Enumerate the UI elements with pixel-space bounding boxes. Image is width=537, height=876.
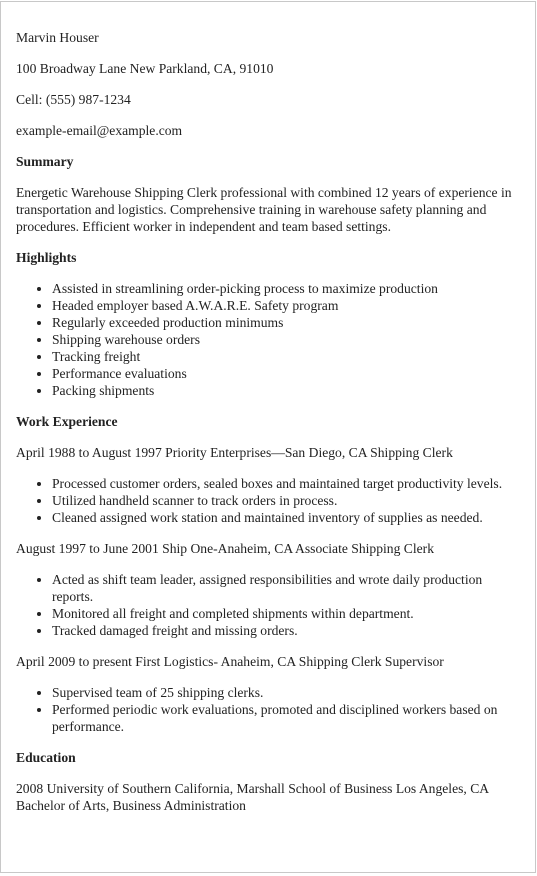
highlight-item: • Regularly exceeded production minimums: [52, 314, 521, 331]
job-duty: • Utilized handheld scanner to track orders in process.: [52, 492, 521, 509]
contact-name: Marvin Houser: [16, 30, 99, 45]
contact-email: example-email@example.com: [16, 123, 183, 138]
summary-text: Energetic Warehouse Shipping Clerk professional with combined 12 years of experience in transportation and logistics. Comprehensive training in warehouse safety planning and procedures. Efficient worker in independent and team based settings.: [16, 185, 512, 234]
highlight-item: • Shipping warehouse orders: [52, 331, 521, 348]
highlight-item: • Headed employer based A.W.A.R.E. Safety program: [52, 297, 521, 314]
education-text: 2008 University of Southern California, Marshall School of Business Los Angeles, CA Bachelor of Arts, Business Administration: [16, 781, 489, 813]
summary-heading: Summary: [16, 154, 74, 169]
job-duty: • Supervised team of 25 shipping clerks.: [52, 684, 521, 701]
resume-page: [0, 1, 536, 873]
education-heading: Education: [16, 750, 76, 765]
highlight-item: • Packing shipments: [52, 382, 521, 399]
highlights-heading: Highlights: [16, 250, 77, 265]
highlight-item: • Performance evaluations: [52, 365, 521, 382]
job-duty: • Tracked damaged freight and missing orders.: [52, 622, 521, 639]
job-duties-list: [16, 571, 521, 639]
job-duty: • Cleaned assigned work station and maintained inventory of supplies as needed.: [52, 509, 521, 526]
job-title: April 2009 to present First Logistics- Anaheim, CA Shipping Clerk Supervisor: [16, 654, 444, 669]
contact-address: 100 Broadway Lane New Parkland, CA, 91010: [16, 61, 274, 76]
job-duty: • Processed customer orders, sealed boxes and maintained target productivity levels.: [52, 475, 521, 492]
contact-cell: Cell: (555) 987-1234: [16, 92, 131, 107]
highlights-list: [16, 280, 521, 399]
job-duties-list: [16, 684, 521, 735]
job-duties-list: [16, 475, 521, 526]
job-title: August 1997 to June 2001 Ship One-Anaheim, CA Associate Shipping Clerk: [16, 541, 434, 556]
job-title: April 1988 to August 1997 Priority Enterprises—San Diego, CA Shipping Clerk: [16, 445, 453, 460]
experience-heading: Work Experience: [16, 414, 118, 429]
job-duty: • Monitored all freight and completed shipments within department.: [52, 605, 521, 622]
highlight-item: • Tracking freight: [52, 348, 521, 365]
job-duty: • Acted as shift team leader, assigned responsibilities and wrote daily production reports.: [52, 571, 521, 605]
job-duty: • Performed periodic work evaluations, promoted and disciplined workers based on performance.: [52, 701, 521, 735]
highlight-item: • Assisted in streamlining order-picking process to maximize production: [52, 280, 521, 297]
